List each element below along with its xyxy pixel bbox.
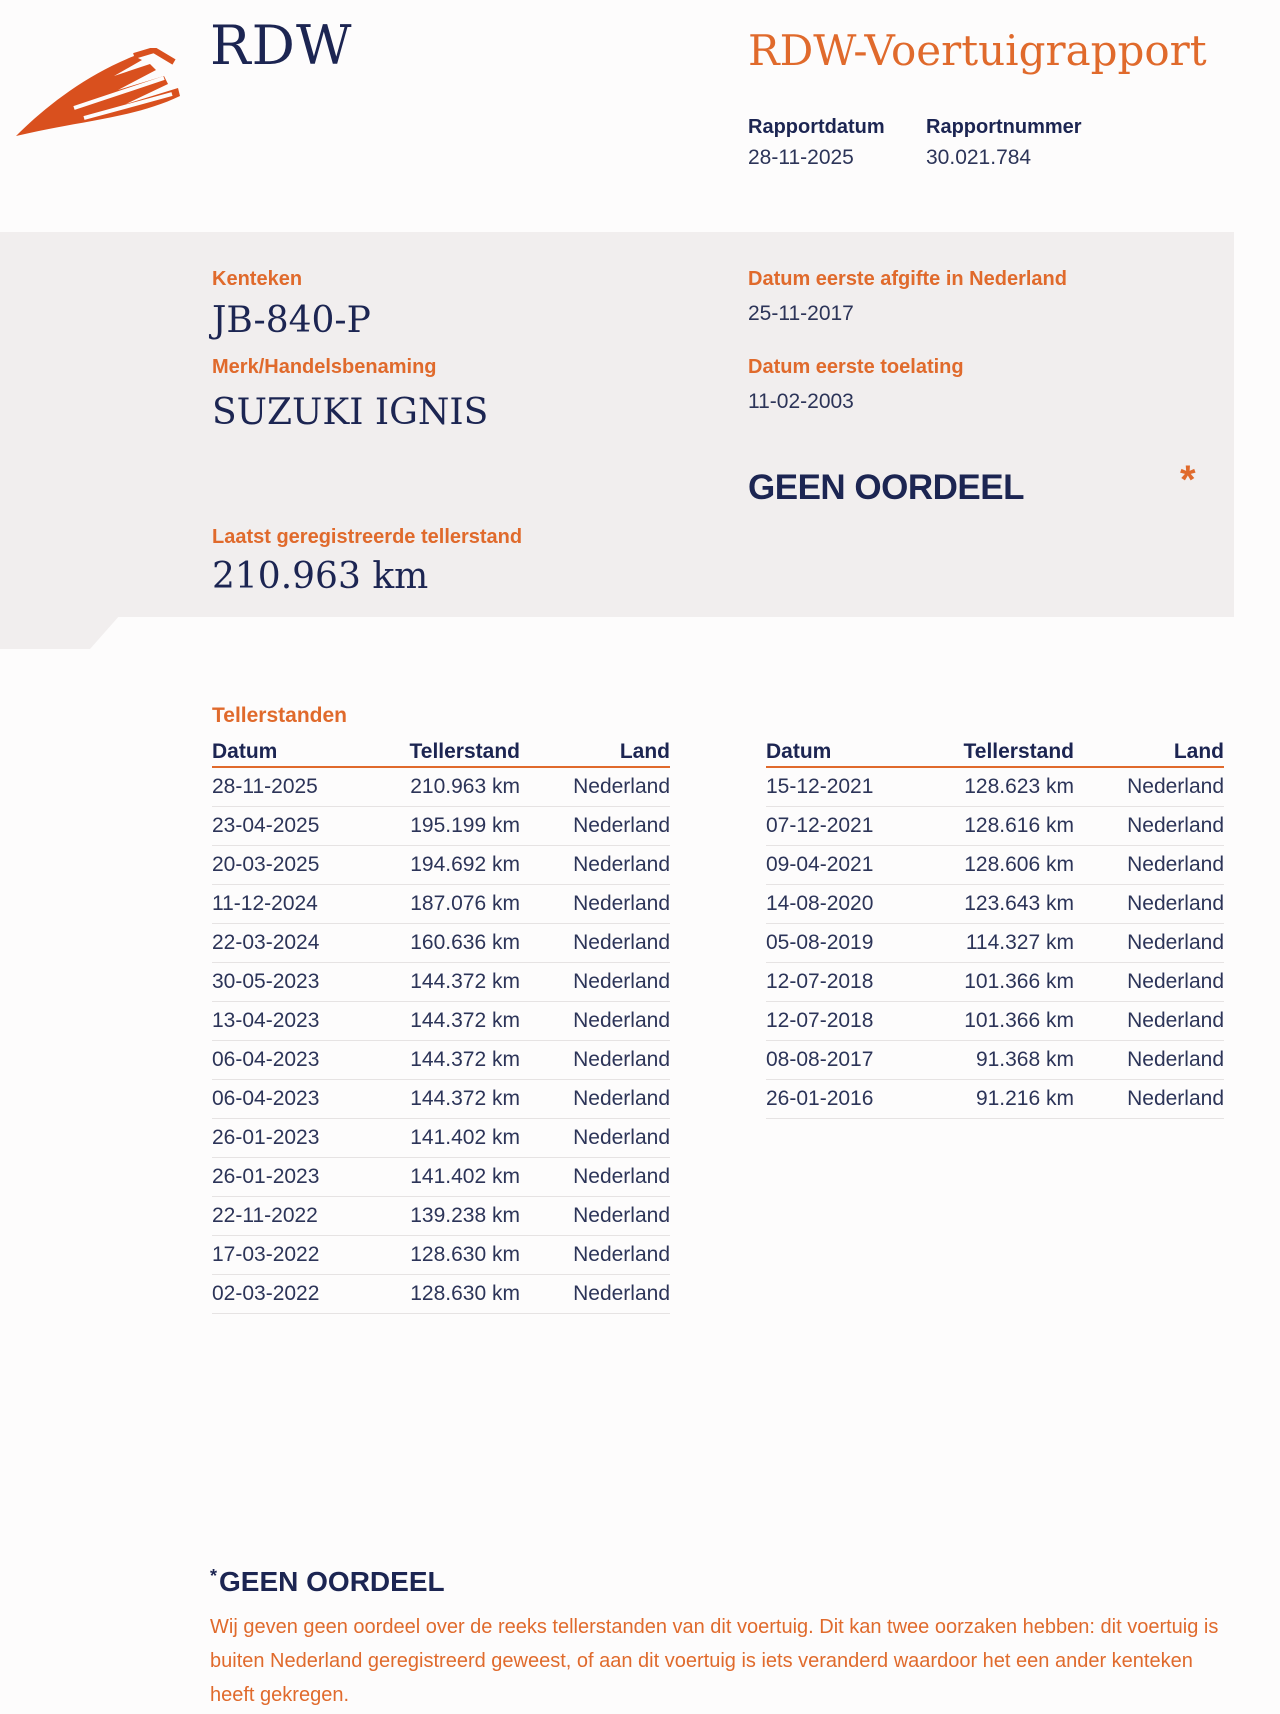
cell-odometer: 144.372 km <box>372 1041 520 1080</box>
cell-date: 06-04-2023 <box>212 1041 372 1080</box>
readings-section-title: Tellerstanden <box>212 704 347 727</box>
cell-date: 26-01-2016 <box>766 1080 926 1119</box>
cell-odometer: 187.076 km <box>372 885 520 924</box>
table-row <box>212 885 670 924</box>
table-row <box>212 846 670 885</box>
cell-odometer: 144.372 km <box>372 963 520 1002</box>
cell-date: 11-12-2024 <box>212 885 372 924</box>
cell-odometer: 128.623 km <box>926 767 1074 807</box>
report-number-label: Rapportnummer <box>926 116 1082 138</box>
cell-date: 12-07-2018 <box>766 963 926 1002</box>
cell-country: Nederland <box>520 1275 670 1314</box>
cell-odometer: 91.216 km <box>926 1080 1074 1119</box>
cell-country: Nederland <box>1074 963 1224 1002</box>
cell-date: 13-04-2023 <box>212 1002 372 1041</box>
cell-date: 05-08-2019 <box>766 924 926 963</box>
table-row <box>212 1119 670 1158</box>
cell-date: 14-08-2020 <box>766 885 926 924</box>
cell-country: Nederland <box>1074 807 1224 846</box>
cell-date: 15-12-2021 <box>766 767 926 807</box>
footer-explanation: Wij geven geen oordeel over de reeks tellerstanden van dit voertuig. Dit kan twee oorzaken hebben: dit voertuig is buiten Nederland geregistreerd geweest, of aan dit voertuig is iets veranderd waardoor het een ander kenteken heeft gekregen. <box>210 1616 1219 1706</box>
cell-country: Nederland <box>1074 924 1224 963</box>
cell-odometer: 139.238 km <box>372 1197 520 1236</box>
cell-country: Nederland <box>520 1041 670 1080</box>
cell-country: Nederland <box>520 846 670 885</box>
table-row <box>766 846 1224 885</box>
cell-country: Nederland <box>520 963 670 1002</box>
footer-title-text: GEEN OORDEEL <box>219 1566 445 1597</box>
table-row <box>212 924 670 963</box>
cell-odometer: 114.327 km <box>926 924 1074 963</box>
cell-odometer: 141.402 km <box>372 1119 520 1158</box>
cell-date: 02-03-2022 <box>212 1275 372 1314</box>
first-admission-label: Datum eerste toelating <box>748 356 964 378</box>
table-row <box>766 1002 1224 1041</box>
cell-country: Nederland <box>520 1080 670 1119</box>
table-row <box>766 767 1224 807</box>
cell-country: Nederland <box>1074 1002 1224 1041</box>
footer-asterisk: * <box>210 1566 218 1586</box>
cell-odometer: 128.606 km <box>926 846 1074 885</box>
table-row <box>766 1080 1224 1119</box>
cell-odometer: 210.963 km <box>372 767 520 807</box>
cell-odometer: 123.643 km <box>926 885 1074 924</box>
cell-country: Nederland <box>520 1197 670 1236</box>
table-row <box>766 807 1224 846</box>
cell-country: Nederland <box>520 1119 670 1158</box>
report-title: RDW-Voertuigrapport <box>748 26 1207 75</box>
readings-table-right <box>766 730 1224 1119</box>
cell-date: 28-11-2025 <box>212 767 372 807</box>
brand-name: RDW <box>210 14 353 77</box>
cell-odometer: 128.630 km <box>372 1275 520 1314</box>
cell-country: Nederland <box>1074 767 1224 807</box>
table-row <box>766 885 1224 924</box>
table-row <box>212 1041 670 1080</box>
column-header-date: Datum <box>766 730 926 767</box>
first-issue-nl-label: Datum eerste afgifte in Nederland <box>748 268 1067 290</box>
column-header-country: Land <box>520 730 670 767</box>
table-row <box>212 1080 670 1119</box>
cell-country: Nederland <box>520 767 670 807</box>
cell-date: 17-03-2022 <box>212 1236 372 1275</box>
table-row <box>766 1041 1224 1080</box>
cell-odometer: 144.372 km <box>372 1080 520 1119</box>
rdw-logo-icon <box>14 48 184 140</box>
last-odometer-value: 210.963 km <box>212 556 429 597</box>
footer-title <box>210 1566 445 1598</box>
table-header-row <box>212 730 670 767</box>
cell-country: Nederland <box>1074 1080 1224 1119</box>
last-odometer-label: Laatst geregistreerde tellerstand <box>212 526 523 548</box>
table-row <box>212 807 670 846</box>
cell-date: 22-03-2024 <box>212 924 372 963</box>
panel-notch <box>0 615 120 649</box>
cell-date: 07-12-2021 <box>766 807 926 846</box>
cell-country: Nederland <box>520 1002 670 1041</box>
table-row <box>766 963 1224 1002</box>
cell-date: 06-04-2023 <box>212 1080 372 1119</box>
column-header-odometer: Tellerstand <box>926 730 1074 767</box>
report-date-label: Rapportdatum <box>748 116 885 138</box>
table-header-row <box>766 730 1224 767</box>
cell-odometer: 141.402 km <box>372 1158 520 1197</box>
first-issue-nl-value: 25-11-2017 <box>748 302 854 325</box>
make-label: Merk/Handelsbenaming <box>212 356 437 378</box>
first-admission-value: 11-02-2003 <box>748 390 854 413</box>
cell-country: Nederland <box>520 807 670 846</box>
cell-date: 26-01-2023 <box>212 1158 372 1197</box>
cell-date: 20-03-2025 <box>212 846 372 885</box>
cell-date: 09-04-2021 <box>766 846 926 885</box>
readings-table-left <box>212 730 670 1314</box>
cell-date: 23-04-2025 <box>212 807 372 846</box>
cell-country: Nederland <box>1074 1041 1224 1080</box>
cell-odometer: 160.636 km <box>372 924 520 963</box>
table-row <box>212 1158 670 1197</box>
cell-odometer: 91.368 km <box>926 1041 1074 1080</box>
table-row <box>212 1002 670 1041</box>
column-header-country: Land <box>1074 730 1224 767</box>
cell-odometer: 194.692 km <box>372 846 520 885</box>
cell-odometer: 128.630 km <box>372 1236 520 1275</box>
cell-odometer: 144.372 km <box>372 1002 520 1041</box>
table-row <box>212 1275 670 1314</box>
cell-country: Nederland <box>1074 885 1224 924</box>
table-row <box>212 1197 670 1236</box>
cell-date: 08-08-2017 <box>766 1041 926 1080</box>
report-number: 30.021.784 <box>926 146 1032 169</box>
cell-odometer: 195.199 km <box>372 807 520 846</box>
verdict-asterisk: * <box>1180 458 1196 502</box>
column-header-odometer: Tellerstand <box>372 730 520 767</box>
cell-date: 12-07-2018 <box>766 1002 926 1041</box>
cell-country: Nederland <box>520 1236 670 1275</box>
column-header-date: Datum <box>212 730 372 767</box>
cell-odometer: 101.366 km <box>926 963 1074 1002</box>
plate-value: JB-840-P <box>212 300 371 341</box>
cell-date: 30-05-2023 <box>212 963 372 1002</box>
cell-country: Nederland <box>520 924 670 963</box>
make-value: SUZUKI IGNIS <box>212 392 489 433</box>
plate-label: Kenteken <box>212 268 303 290</box>
cell-date: 22-11-2022 <box>212 1197 372 1236</box>
report-date: 28-11-2025 <box>748 146 854 169</box>
cell-country: Nederland <box>520 885 670 924</box>
cell-country: Nederland <box>1074 846 1224 885</box>
cell-country: Nederland <box>520 1158 670 1197</box>
table-row <box>212 1236 670 1275</box>
table-row <box>212 963 670 1002</box>
cell-odometer: 101.366 km <box>926 1002 1074 1041</box>
table-row <box>212 767 670 807</box>
cell-odometer: 128.616 km <box>926 807 1074 846</box>
cell-date: 26-01-2023 <box>212 1119 372 1158</box>
verdict: GEEN OORDEEL <box>748 468 1024 507</box>
table-row <box>766 924 1224 963</box>
